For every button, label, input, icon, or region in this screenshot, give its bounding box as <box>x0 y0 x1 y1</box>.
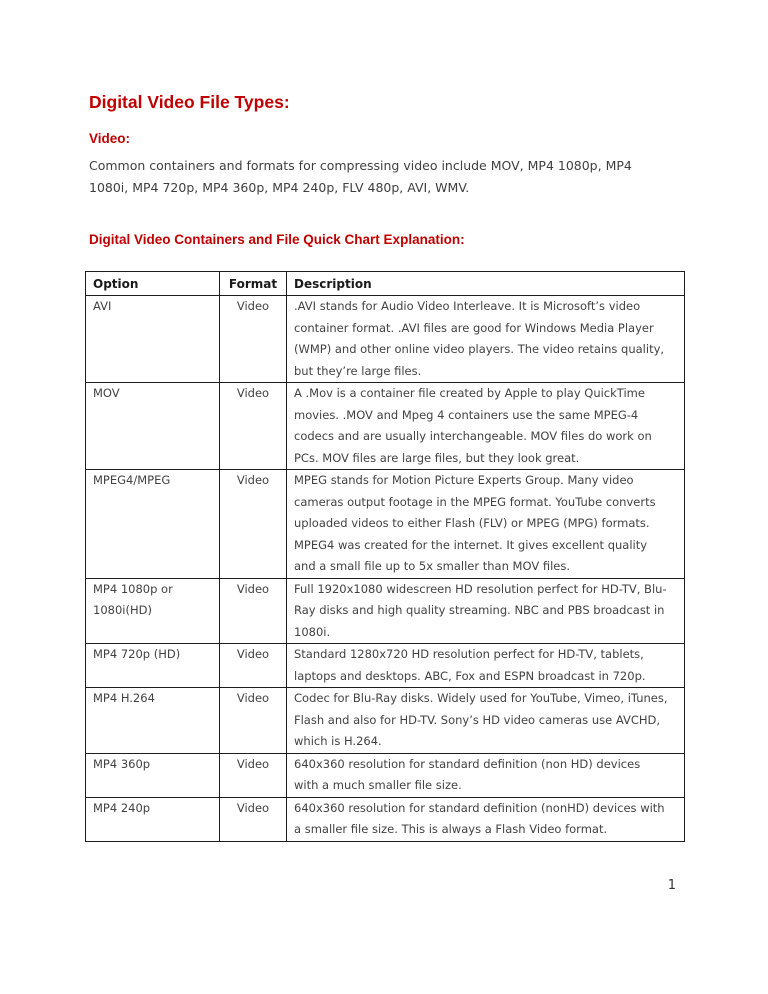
format-cell: Video <box>220 296 287 383</box>
option-cell: MP4 720p (HD) <box>86 644 220 688</box>
section-heading-video: Video: <box>89 131 131 146</box>
option-cell: MP4 360p <box>86 753 220 797</box>
format-cell: Video <box>220 578 287 644</box>
format-cell: Video <box>220 753 287 797</box>
table-row <box>86 753 685 797</box>
table-row <box>86 797 685 841</box>
intro-paragraph: Common containers and formats for compressing video include MOV, MP4 1080p, MP4 1080i, MP4 720p, MP4 360p, MP4 240p, FLV 480p, AVI, WMV. <box>89 158 632 195</box>
page-number: 1 <box>667 877 676 893</box>
description-cell: Standard 1280x720 HD resolution perfect for HD-TV, tablets, laptops and desktops. ABC, Fox and ESPN broadcast in 720p. <box>287 644 685 688</box>
table-row <box>86 578 685 644</box>
description-cell: A .Mov is a container file created by Apple to play QuickTime movies. .MOV and Mpeg 4 containers use the same MPEG-4 codecs and are usually interchangeable. MOV files do work on PCs. MOV files are large files, but they look great. <box>287 383 685 470</box>
table-row <box>86 383 685 470</box>
format-cell: Video <box>220 797 287 841</box>
format-cell: Video <box>220 383 287 470</box>
option-cell: MOV <box>86 383 220 470</box>
description-cell: 640x360 resolution for standard definition (nonHD) devices with a smaller file size. This is always a Flash Video format. <box>287 797 685 841</box>
table-row <box>86 644 685 688</box>
column-header-format: Format <box>220 272 287 296</box>
description-cell: Full 1920x1080 widescreen HD resolution perfect for HD-TV, Blu-Ray disks and high quality streaming. NBC and PBS broadcast in 1080i. <box>287 578 685 644</box>
table-header-row <box>86 272 685 296</box>
format-cell: Video <box>220 644 287 688</box>
description-cell: MPEG stands for Motion Picture Experts Group. Many video cameras output footage in the MPEG format. YouTube converts uploaded videos to either Flash (FLV) or MPEG (MPG) formats. MPEG4 was created for the internet. It gives excellent quality and a small file up to 5x smaller than MOV files. <box>287 470 685 579</box>
table-row <box>86 296 685 383</box>
page-title: Digital Video File Types: <box>89 92 290 112</box>
video-formats-table <box>85 271 685 842</box>
section-heading-quick-chart: Digital Video Containers and File Quick Chart Explanation: <box>89 232 465 247</box>
option-cell: MP4 240p <box>86 797 220 841</box>
option-cell: MPEG4/MPEG <box>86 470 220 579</box>
format-cell: Video <box>220 688 287 754</box>
description-cell: 640x360 resolution for standard definition (non HD) devices with a much smaller file size. <box>287 753 685 797</box>
column-header-option: Option <box>86 272 220 296</box>
table-row <box>86 688 685 754</box>
description-cell: .AVI stands for Audio Video Interleave. It is Microsoft’s video container format. .AVI files are good for Windows Media Player (WMP) and other online video players. The video retains quality, but they’re large files. <box>287 296 685 383</box>
option-cell: MP4 H.264 <box>86 688 220 754</box>
table-row <box>86 470 685 579</box>
option-cell: AVI <box>86 296 220 383</box>
column-header-description: Description <box>287 272 685 296</box>
format-cell: Video <box>220 470 287 579</box>
option-cell: MP4 1080p or 1080i(HD) <box>86 578 220 644</box>
description-cell: Codec for Blu-Ray disks. Widely used for YouTube, Vimeo, iTunes, Flash and also for HD-TV. Sony’s HD video cameras use AVCHD, which is H.264. <box>287 688 685 754</box>
